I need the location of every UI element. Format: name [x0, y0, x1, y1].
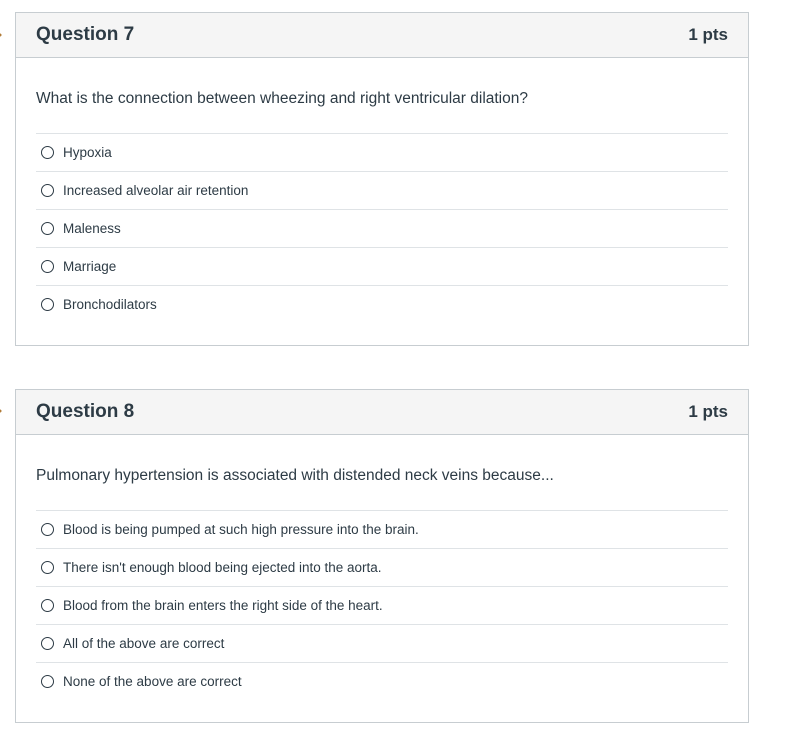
answer-list: [36, 510, 728, 700]
question-points: 1 pts: [688, 25, 728, 44]
radio-button[interactable]: [41, 523, 54, 536]
answer-option[interactable]: [36, 210, 728, 248]
question-body: [16, 58, 748, 323]
answer-label: All of the above are correct: [63, 636, 225, 651]
answer-option[interactable]: [36, 248, 728, 286]
radio-button[interactable]: [41, 146, 54, 159]
answer-label: None of the above are correct: [63, 674, 242, 689]
answer-label: Blood is being pumped at such high pressure into the brain.: [63, 522, 419, 537]
answer-label: Blood from the brain enters the right side of the heart.: [63, 598, 383, 613]
radio-button[interactable]: [41, 599, 54, 612]
radio-button[interactable]: [41, 675, 54, 688]
answer-label: Bronchodilators: [63, 297, 157, 312]
question-text: What is the connection between wheezing and right ventricular dilation?: [36, 90, 528, 107]
question-points: 1 pts: [688, 402, 728, 421]
answer-label: There isn't enough blood being ejected into the aorta.: [63, 560, 382, 575]
question-header: [16, 13, 748, 58]
answer-label: Maleness: [63, 221, 121, 236]
radio-button[interactable]: [41, 184, 54, 197]
flag-question-icon[interactable]: [0, 28, 6, 42]
answer-label: Hypoxia: [63, 145, 112, 160]
answer-list: [36, 133, 728, 323]
answer-option[interactable]: [36, 511, 728, 549]
answer-option[interactable]: [36, 286, 728, 323]
question-text: Pulmonary hypertension is associated with distended neck veins because...: [36, 467, 554, 484]
question-header: [16, 390, 748, 435]
answer-option[interactable]: [36, 172, 728, 210]
radio-button[interactable]: [41, 298, 54, 311]
question-body: [16, 435, 748, 700]
answer-option[interactable]: [36, 134, 728, 172]
answer-option[interactable]: [36, 587, 728, 625]
answer-label: Increased alveolar air retention: [63, 183, 249, 198]
question-8-card: [15, 389, 749, 723]
radio-button[interactable]: [41, 260, 54, 273]
question-7-card: [15, 12, 749, 346]
radio-button[interactable]: [41, 637, 54, 650]
answer-option[interactable]: [36, 549, 728, 587]
flag-question-icon[interactable]: [0, 404, 6, 418]
question-title: Question 8: [36, 401, 135, 422]
question-title: Question 7: [36, 24, 135, 45]
radio-button[interactable]: [41, 222, 54, 235]
radio-button[interactable]: [41, 561, 54, 574]
answer-option[interactable]: [36, 625, 728, 663]
answer-label: Marriage: [63, 259, 117, 274]
answer-option[interactable]: [36, 663, 728, 700]
